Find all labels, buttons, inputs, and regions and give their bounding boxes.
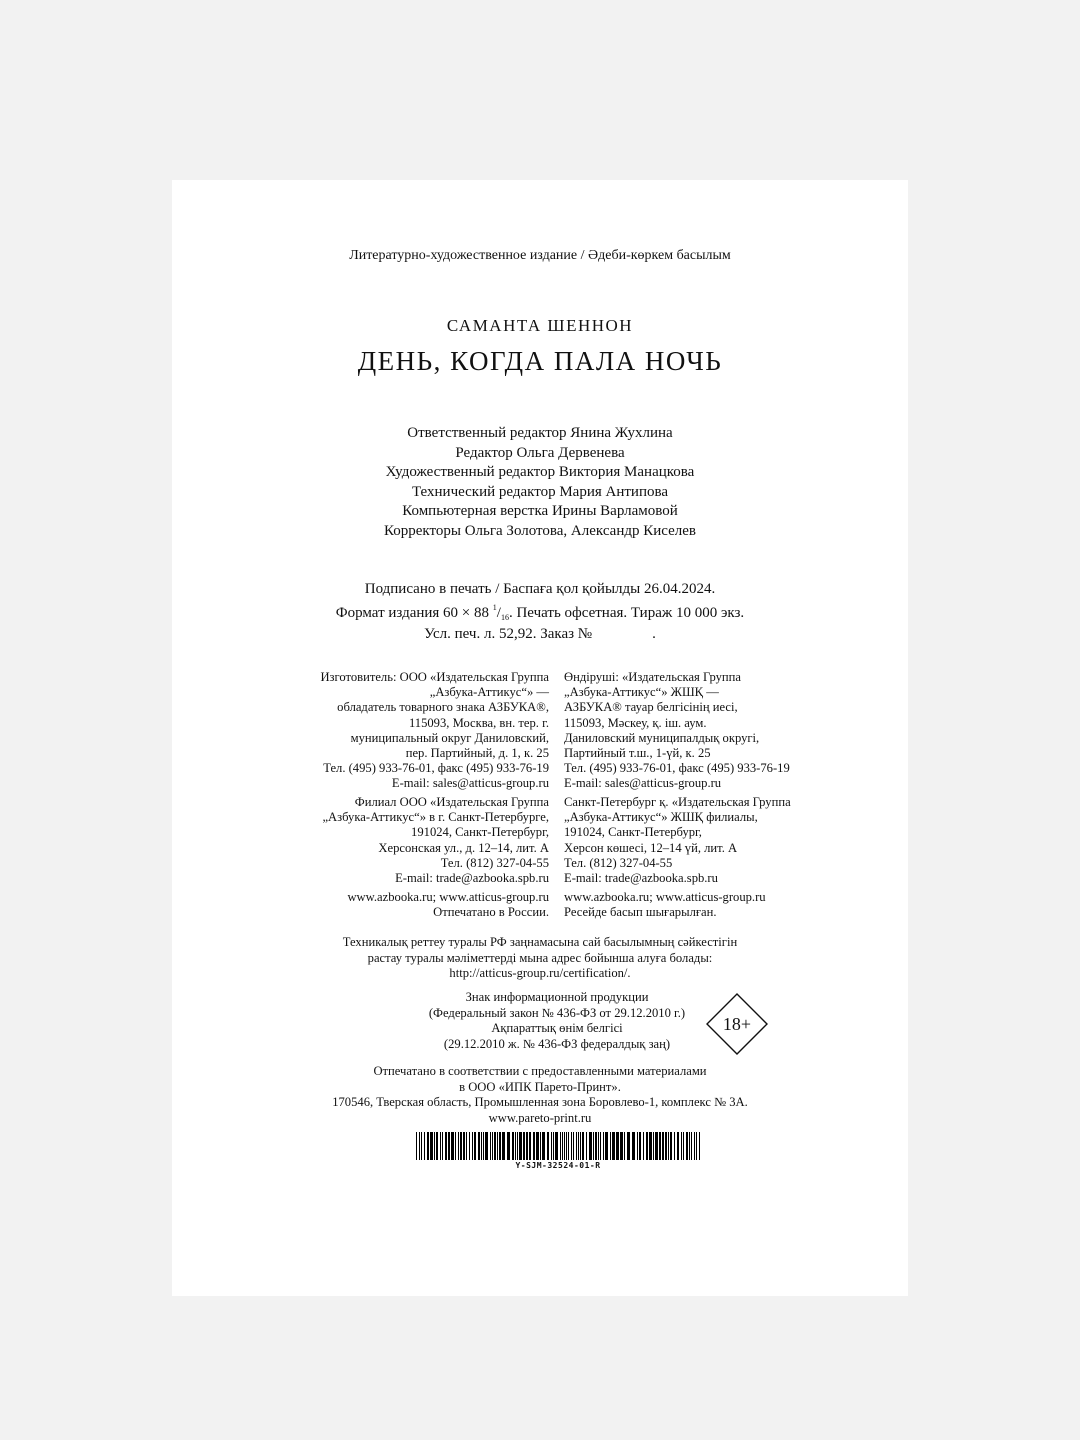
barcode-bar: [469, 1132, 470, 1160]
text-line: Өндіруші: «Издательская Группа: [564, 670, 741, 684]
barcode-bar: [517, 1132, 518, 1160]
websites: www.azbooka.ru; www.atticus-group.ru: [347, 890, 549, 904]
text-line: 191024, Санкт-Петербург,: [411, 825, 549, 840]
printed-country: Ресейде басып шығарылған.: [564, 905, 717, 920]
format-prefix: Формат издания 60 × 88: [335, 604, 493, 621]
barcode-bar: [595, 1132, 597, 1160]
barcode-bar: [523, 1132, 525, 1160]
barcode-bar: [616, 1132, 619, 1160]
barcode-bar: [519, 1132, 522, 1160]
barcode-bar: [424, 1132, 425, 1160]
text-line: Изготовитель: ООО «Издательская Группа: [320, 670, 549, 684]
barcode-bar: [533, 1132, 535, 1160]
branch-ru: [292, 795, 549, 886]
text-line: „Азбука-Аттикус“» в г. Санкт-Петербурге,: [322, 810, 549, 825]
barcode-bar: [460, 1132, 462, 1160]
credit-line: Корректоры Ольга Золотова, Александр Киселев: [384, 522, 696, 539]
manufacturer-kz: [564, 670, 824, 792]
barcode-bar: [653, 1132, 654, 1160]
text-line: АЗБУКА® тауар белгісінің иесі,: [564, 700, 738, 715]
credit-line: Художественный редактор Виктория Манацкова: [385, 464, 695, 481]
barcode-bar: [478, 1132, 480, 1160]
barcode-bar: [416, 1132, 417, 1160]
text-line: (Федеральный закон № 436-ФЗ от 29.12.2010 г.): [428, 1005, 686, 1020]
barcode-bar: [566, 1132, 567, 1160]
barcode-bar: [603, 1132, 604, 1160]
barcode-bar: [507, 1132, 510, 1160]
barcode-bar: [605, 1132, 608, 1160]
barcode-bar: [434, 1132, 435, 1160]
barcode-bar: [646, 1132, 648, 1160]
email-line: E-mail: sales@atticus-group.ru: [564, 776, 722, 791]
barcode-bar: [526, 1132, 528, 1160]
barcode-bar: [472, 1132, 473, 1160]
credit-line: Компьютерная верстка Ирины Варламовой: [402, 503, 678, 520]
barcode-bar: [483, 1132, 484, 1160]
barcode-bar: [497, 1132, 498, 1160]
barcode-bar: [674, 1132, 675, 1160]
text-line: (29.12.2010 ж. № 436-ФЗ федералдық заң): [443, 1036, 671, 1051]
barcode-bar: [637, 1132, 638, 1160]
barcode-bar: [580, 1132, 581, 1160]
text-line: Тел. (495) 933-76-01, факс (495) 933-76-19: [323, 761, 549, 776]
web-kz: [564, 890, 824, 920]
barcode-bar: [689, 1132, 690, 1160]
text-line: Отпечатано в соответствии с предоставленными материалами: [373, 1064, 707, 1078]
barcode-bar: [665, 1132, 667, 1160]
text-line: „Азбука-Аттикус“» —: [429, 685, 549, 700]
text-line: Знак информационной продукции: [465, 990, 649, 1004]
barcode-bar: [466, 1132, 467, 1160]
text-line: „Азбука-Аттикус“» ЖШҚ филиалы,: [564, 810, 758, 825]
barcode-bar: [582, 1132, 584, 1160]
text-line: 115093, Мәскеу, қ. іш. аум.: [564, 715, 707, 730]
barcode-bar: [445, 1132, 447, 1160]
text-line: 115093, Москва, вн. тер. г.: [408, 715, 549, 730]
barcode-bar: [612, 1132, 615, 1160]
barcode-bar: [515, 1132, 516, 1160]
printer-url: www.pareto-print.ru: [488, 1110, 592, 1125]
barcode-bar: [436, 1132, 438, 1160]
text-line: пер. Партийный, д. 1, к. 25: [405, 746, 549, 761]
barcode-bar: [598, 1132, 599, 1160]
age-rating-badge: [706, 993, 768, 1055]
barcode-bar: [593, 1132, 594, 1160]
barcode-bar: [451, 1132, 454, 1160]
barcode-bar: [677, 1132, 679, 1160]
barcode-bar: [699, 1132, 700, 1160]
barcode-bar: [553, 1132, 554, 1160]
barcode-text: Y-SJM-32524-01-R: [515, 1161, 601, 1170]
barcode-bar: [555, 1132, 558, 1160]
text-line: „Азбука-Аттикус“» ЖШҚ —: [564, 685, 719, 700]
barcode-bar: [492, 1132, 493, 1160]
credit-line: Технический редактор Мария Антипова: [411, 483, 669, 500]
barcode-bar: [659, 1132, 661, 1160]
branch-kz: [564, 795, 824, 886]
barcode-bar: [620, 1132, 623, 1160]
signed-date: Подписано в печать / Баспаға қол қойылды 26.04.2024.: [364, 581, 716, 597]
credit-line: Редактор Ольга Дервенева: [455, 444, 625, 461]
email-line: E-mail: sales@atticus-group.ru: [391, 776, 549, 791]
publication-type: Литературно-художественное издание / Әдеби-көркем басылым: [349, 248, 731, 263]
barcode-bar: [430, 1132, 433, 1160]
websites: www.azbooka.ru; www.atticus-group.ru: [564, 890, 766, 904]
text-line: Санкт-Петербург қ. «Издательская Группа: [564, 795, 791, 809]
email-line: E-mail: trade@azbooka.spb.ru: [564, 871, 718, 886]
barcode-bar: [600, 1132, 601, 1160]
text-line: растау туралы мәліметтерді мына адрес бойынша алуға болады:: [367, 950, 713, 965]
barcode-bar: [683, 1132, 684, 1160]
text-line: 170546, Тверская область, Промышленная зона Боровлево-1, комплекс № 3А.: [332, 1095, 748, 1109]
barcode-bar: [427, 1132, 429, 1160]
text-line: Тел. (812) 327-04-55: [440, 855, 549, 870]
barcode-bar: [571, 1132, 572, 1160]
barcode-bar: [696, 1132, 697, 1160]
barcode-bar: [562, 1132, 563, 1160]
format-numerator: 1: [492, 602, 497, 612]
barcode-bar: [448, 1132, 450, 1160]
imprint-block: [172, 581, 908, 644]
barcode-bar: [512, 1132, 514, 1160]
barcode-bar: [455, 1132, 456, 1160]
format-line: Формат издания 60 × 88 $^1/_{16}$. Печать офсетная. Тираж 10 000 экз.: [335, 602, 745, 622]
barcode-bar: [463, 1132, 465, 1160]
barcode-bar: [419, 1132, 420, 1160]
text-line: Партийный т.ш., 1-үй, к. 25: [564, 746, 711, 761]
barcode-bar: [485, 1132, 488, 1160]
barcode-bar: [681, 1132, 682, 1160]
barcode: [416, 1132, 700, 1160]
barcode-bar: [540, 1132, 541, 1160]
text-line: Филиал ООО «Издательская Группа: [354, 795, 549, 809]
text-line: Тел. (812) 327-04-55: [564, 855, 673, 870]
format-suffix: . Печать офсетная. Тираж 10 000 экз.: [508, 604, 745, 621]
text-line: Херсон көшесі, 12–14 үй, лит. А: [564, 840, 738, 855]
barcode-bar: [542, 1132, 545, 1160]
barcode-bar: [662, 1132, 664, 1160]
barcode-bar: [551, 1132, 552, 1160]
barcode-bar: [639, 1132, 641, 1160]
email-line: E-mail: trade@azbooka.spb.ru: [395, 871, 549, 886]
web-ru: [292, 890, 549, 920]
barcode-bar: [502, 1132, 505, 1160]
barcode-bar: [670, 1132, 672, 1160]
book-page: [172, 180, 908, 1296]
barcode-bar: [458, 1132, 459, 1160]
credit-line: Ответственный редактор Янина Жухлина: [407, 425, 673, 441]
barcode-bar: [560, 1132, 561, 1160]
text-line: 191024, Санкт-Петербург,: [564, 825, 702, 840]
barcode-bar: [632, 1132, 635, 1160]
sheets-order: Усл. печ. л. 52,92. Заказ № .: [424, 626, 656, 642]
barcode-bar: [573, 1132, 574, 1160]
manufacturer-ru: [292, 670, 549, 792]
barcode-bar: [499, 1132, 501, 1160]
barcode-bar: [481, 1132, 482, 1160]
barcode-bar: [547, 1132, 549, 1160]
barcode-bar: [536, 1132, 539, 1160]
barcode-bar: [589, 1132, 592, 1160]
barcode-bar: [576, 1132, 577, 1160]
text-line: обладатель товарного знака АЗБУКА®,: [337, 700, 549, 715]
text-line: Ақпараттық өнім белгісі: [491, 1021, 623, 1035]
barcode-bar: [643, 1132, 644, 1160]
text-line: Даниловский муниципалдық округі,: [564, 730, 760, 745]
tech-regulation: [172, 935, 908, 982]
text-line: Тел. (495) 933-76-01, факс (495) 933-76-19: [564, 761, 790, 776]
author-name: САМАНТА ШЕННОН: [446, 316, 634, 335]
barcode-bar: [490, 1132, 491, 1160]
barcode-bar: [494, 1132, 496, 1160]
credits-list: [172, 424, 908, 542]
barcode-bar: [564, 1132, 565, 1160]
barcode-bar: [686, 1132, 688, 1160]
barcode-bar: [668, 1132, 669, 1160]
format-denominator: 16: [500, 612, 509, 622]
barcode-bar: [694, 1132, 695, 1160]
text-line: Техникалық реттеу туралы РФ заңнамасына сай басылымның сәйкестігін: [342, 935, 738, 949]
barcode-bar: [568, 1132, 569, 1160]
printed-country: Отпечатано в России.: [433, 905, 549, 920]
barcode-bar: [474, 1132, 476, 1160]
text-line: муниципальный округ Даниловский,: [350, 730, 549, 745]
barcode-bar: [649, 1132, 652, 1160]
barcode-bar: [610, 1132, 611, 1160]
barcode-bar: [442, 1132, 443, 1160]
text-line: Херсонская ул., д. 12–14, лит. А: [378, 840, 549, 855]
barcode-bar: [440, 1132, 441, 1160]
barcode-bar: [578, 1132, 579, 1160]
barcode-bar: [627, 1132, 630, 1160]
certification-url: http://atticus-group.ru/certification/.: [449, 966, 631, 980]
barcode-bar: [624, 1132, 625, 1160]
age-rating-text: 18+: [722, 1014, 752, 1034]
text-line: в ООО «ИПК Парето-Принт».: [459, 1079, 621, 1094]
barcode-bar: [586, 1132, 587, 1160]
info-product-sign: [412, 990, 702, 1052]
printing-house: [172, 1064, 908, 1126]
barcode-bar: [655, 1132, 658, 1160]
barcode-bar: [691, 1132, 692, 1160]
barcode-bar: [529, 1132, 531, 1160]
barcode-bar: [421, 1132, 422, 1160]
book-title: ДЕНЬ, КОГДА ПАЛА НОЧЬ: [357, 346, 723, 376]
